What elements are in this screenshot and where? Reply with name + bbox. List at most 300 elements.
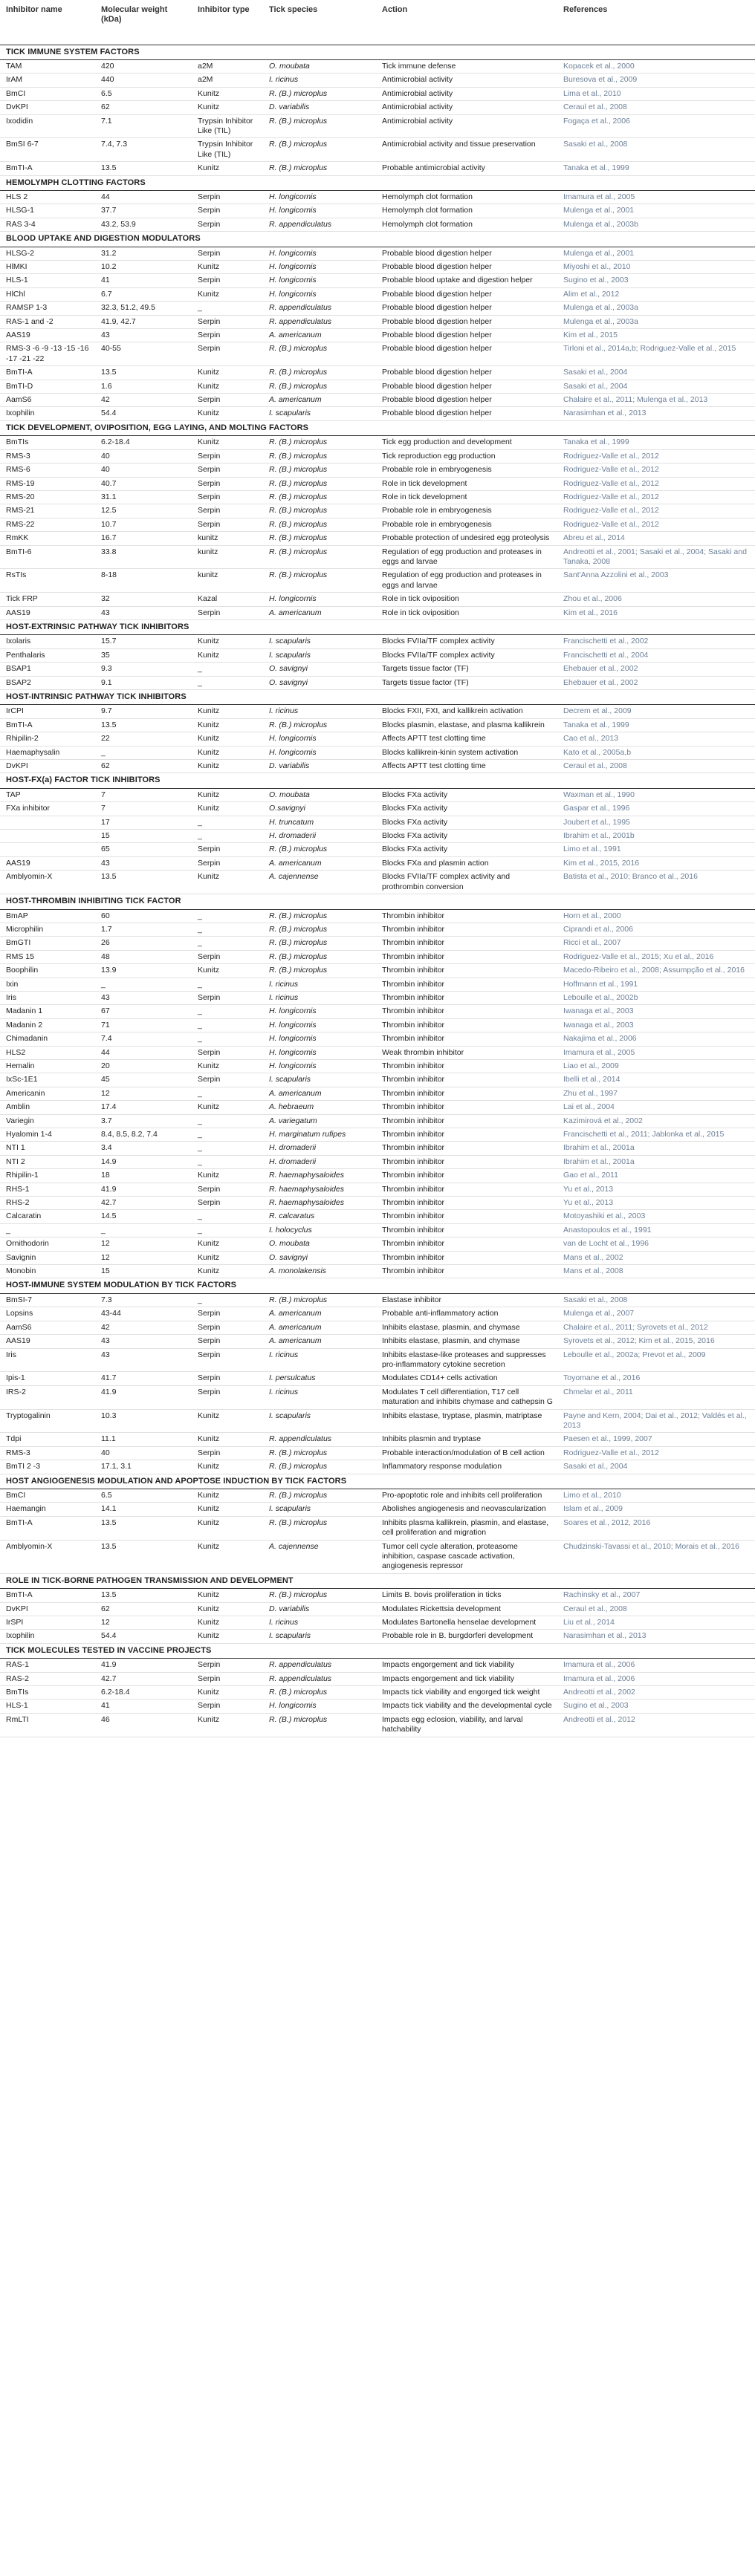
cell-tick-species: H. marginatum rufipes [263,1128,376,1142]
table-row [0,705,755,718]
cell-inhibitor-type: Serpin [192,1700,263,1713]
cell-inhibitor-type: Kunitz [192,380,263,393]
table-row [0,1348,755,1372]
cell-references: Limo et al., 2010 [557,1489,755,1502]
cell-action: Probable blood digestion helper [376,394,557,407]
cell-action: Tick egg production and development [376,436,557,449]
cell-references: Chmelar et al., 2011 [557,1385,755,1409]
cell-action: Inhibits elastase, plasmin, and chymase [376,1335,557,1348]
cell-action: Thrombin inhibitor [376,1265,557,1278]
cell-references: Ehebauer et al., 2002 [557,663,755,676]
cell-molecular-weight: 40.7 [95,477,192,490]
cell-tick-species: I. ricinus [263,1616,376,1630]
cell-inhibitor-name: BmTI-A [0,162,95,175]
cell-tick-species: R. (B.) microplus [263,138,376,162]
cell-action: Blocks FVIIa/TF complex activity [376,635,557,648]
cell-tick-species: R. haemaphysaloides [263,1183,376,1196]
cell-inhibitor-name: IrAM [0,74,95,87]
cell-tick-species: R. (B.) microplus [263,518,376,531]
cell-inhibitor-name: RAS-1 and -2 [0,315,95,328]
cell-tick-species: D. variabilis [263,1602,376,1616]
cell-molecular-weight: 17 [95,816,192,829]
cell-action: Probable blood digestion helper [376,302,557,315]
cell-references: Imamura et al., 2006 [557,1659,755,1672]
cell-molecular-weight: 43 [95,606,192,619]
table-row [0,274,755,287]
cell-references: Narasimhan et al., 2013 [557,1630,755,1643]
cell-inhibitor-name: Chimadanin [0,1032,95,1046]
cell-inhibitor-type: Kunitz [192,1489,263,1502]
cell-inhibitor-type: Kunitz [192,1540,263,1573]
cell-inhibitor-type: _ [192,1142,263,1155]
cell-references: Mulenga et al., 2003a [557,315,755,328]
table-row [0,788,755,801]
cell-tick-species: R. appendiculatus [263,1672,376,1685]
cell-inhibitor-name: IxSc-1E1 [0,1073,95,1087]
cell-inhibitor-type: _ [192,937,263,950]
cell-action: Probable anti-inflammatory action [376,1307,557,1321]
cell-references: Horn et al., 2000 [557,909,755,923]
cell-molecular-weight: 41 [95,1700,192,1713]
cell-references: Kim et al., 2016 [557,606,755,619]
table-row [0,1032,755,1046]
cell-inhibitor-name: BmSI-7 [0,1293,95,1307]
section-title: ROLE IN TICK-BORNE PATHOGEN TRANSMISSION AND DEVELOPMENT [0,1573,755,1588]
table-row [0,663,755,676]
cell-references: Sant'Anna Azzolini et al., 2003 [557,569,755,593]
cell-inhibitor-type: Kunitz [192,1237,263,1251]
cell-action: Thrombin inhibitor [376,1223,557,1237]
section-header-row [0,1474,755,1489]
cell-action: Affects APTT test clotting time [376,732,557,746]
cell-references: Ibrahim et al., 2001a [557,1155,755,1168]
cell-inhibitor-name: Ornithodorin [0,1237,95,1251]
cell-molecular-weight: 43 [95,991,192,1004]
cell-references: Buresova et al., 2009 [557,74,755,87]
cell-inhibitor-name: BmTI-A [0,1589,95,1602]
cell-inhibitor-name: Iris [0,1348,95,1372]
section-title: BLOOD UPTAKE AND DIGESTION MODULATORS [0,232,755,247]
cell-tick-species: A. americanum [263,1321,376,1334]
cell-tick-species: R. appendiculatus [263,315,376,328]
cell-inhibitor-name: DvKPI [0,760,95,773]
cell-inhibitor-name: RMS-20 [0,490,95,504]
table-row [0,1169,755,1183]
cell-molecular-weight: 13.5 [95,871,192,894]
table-row [0,302,755,315]
cell-references: Narasimhan et al., 2013 [557,407,755,420]
cell-inhibitor-type: Kunitz [192,287,263,301]
cell-references: Kato et al., 2005a,b [557,746,755,759]
cell-inhibitor-name: Hyalomin 1-4 [0,1128,95,1142]
table-row [0,1046,755,1059]
cell-action: Thrombin inhibitor [376,991,557,1004]
cell-inhibitor-name: RMS-22 [0,518,95,531]
cell-tick-species: I. scapularis [263,1073,376,1087]
cell-inhibitor-type: _ [192,1223,263,1237]
cell-inhibitor-name: AAS19 [0,606,95,619]
cell-inhibitor-name: Tryptogalinin [0,1409,95,1433]
cell-inhibitor-type: Trypsin Inhibitor Like (TIL) [192,114,263,138]
cell-molecular-weight: 16.7 [95,532,192,545]
cell-tick-species: R. (B.) microplus [263,162,376,175]
cell-action: Blocks FVIIa/TF complex activity [376,648,557,662]
header-molecular-weight: Molecular weight (kDa) [95,0,192,45]
cell-molecular-weight: 40 [95,464,192,477]
cell-action: Thrombin inhibitor [376,1087,557,1100]
cell-references: Mans et al., 2002 [557,1251,755,1264]
table-row [0,1589,755,1602]
cell-inhibitor-name: AAS19 [0,1335,95,1348]
cell-tick-species: A. americanum [263,1335,376,1348]
table-row [0,1128,755,1142]
cell-references: Anastopoulos et al., 1991 [557,1223,755,1237]
cell-tick-species: R. (B.) microplus [263,449,376,463]
cell-tick-species: I. ricinus [263,705,376,718]
cell-molecular-weight: 12 [95,1087,192,1100]
cell-action: Modulates T cell differentiation, T17 cell maturation and inhibits chymase and cathepsin G [376,1385,557,1409]
cell-references: Hoffmann et al., 1991 [557,978,755,991]
cell-inhibitor-name: RAS-2 [0,1672,95,1685]
cell-inhibitor-name: BmTIs [0,436,95,449]
cell-action: Antimicrobial activity [376,101,557,114]
cell-tick-species: A. americanum [263,329,376,342]
cell-action: Role in tick oviposition [376,593,557,606]
section-header-row [0,619,755,634]
cell-inhibitor-type: _ [192,676,263,689]
cell-tick-species: A. americanum [263,394,376,407]
section-title: HOST-FX(a) FACTOR TICK INHIBITORS [0,773,755,788]
table-row [0,1335,755,1348]
cell-references: Fogaça et al., 2006 [557,114,755,138]
cell-tick-species: R. (B.) microplus [263,532,376,545]
cell-molecular-weight: 33.8 [95,545,192,569]
cell-references: Rodriguez-Valle et al., 2012 [557,464,755,477]
table-row [0,606,755,619]
cell-molecular-weight: 420 [95,59,192,73]
cell-inhibitor-type: Serpin [192,315,263,328]
cell-references: Soares et al., 2012, 2016 [557,1516,755,1540]
cell-inhibitor-type: kunitz [192,545,263,569]
cell-action: Abolishes angiogenesis and neovascularization [376,1503,557,1516]
section-header-row [0,773,755,788]
table-row [0,843,755,856]
table-row [0,407,755,420]
cell-inhibitor-type: Kunitz [192,1101,263,1114]
cell-references: Sasaki et al., 2004 [557,1460,755,1474]
cell-inhibitor-name: _ [0,1223,95,1237]
cell-molecular-weight: 43 [95,856,192,870]
table-row [0,1142,755,1155]
cell-molecular-weight: 71 [95,1018,192,1032]
section-title: HOST ANGIOGENESIS MODULATION AND APOPTOSE INDUCTION BY TICK FACTORS [0,1474,755,1489]
cell-inhibitor-name: Microphilin [0,923,95,936]
cell-tick-species: A. variegatum [263,1114,376,1128]
cell-molecular-weight: _ [95,978,192,991]
table-row [0,1460,755,1474]
cell-references: Ceraul et al., 2008 [557,760,755,773]
cell-molecular-weight: 9.1 [95,676,192,689]
cell-inhibitor-type: _ [192,1155,263,1168]
cell-molecular-weight: 43 [95,1348,192,1372]
cell-action: Probable blood digestion helper [376,247,557,260]
cell-inhibitor-type: Kunitz [192,1630,263,1643]
cell-inhibitor-name: Tick FRP [0,593,95,606]
cell-molecular-weight: 54.4 [95,1630,192,1643]
cell-tick-species: H. longicornis [263,287,376,301]
section-title: HOST-INTRINSIC PATHWAY TICK INHIBITORS [0,690,755,705]
table-row [0,464,755,477]
cell-references: Ibrahim et al., 2001a [557,1142,755,1155]
cell-tick-species: I. ricinus [263,1385,376,1409]
cell-tick-species: R. (B.) microplus [263,1446,376,1460]
table-row [0,830,755,843]
cell-tick-species: R. (B.) microplus [263,1516,376,1540]
cell-tick-species: R. (B.) microplus [263,569,376,593]
cell-tick-species: R. (B.) microplus [263,1713,376,1737]
cell-inhibitor-type: Serpin [192,1672,263,1685]
cell-references: Rodriguez-Valle et al., 2012 [557,490,755,504]
cell-molecular-weight: 13.5 [95,1589,192,1602]
cell-references: Mulenga et al., 2003a [557,302,755,315]
cell-references: Chalaire et al., 2011; Mulenga et al., 2013 [557,394,755,407]
cell-molecular-weight: 10.2 [95,261,192,274]
cell-references: Andreotti et al., 2012 [557,1713,755,1737]
cell-molecular-weight: 10.7 [95,518,192,531]
cell-inhibitor-type: Serpin [192,504,263,518]
cell-references: Leboulle et al., 2002b [557,991,755,1004]
cell-molecular-weight: 42 [95,1321,192,1334]
cell-references: Tanaka et al., 1999 [557,718,755,732]
cell-tick-species: R. (B.) microplus [263,1489,376,1502]
cell-inhibitor-type: Kunitz [192,436,263,449]
header-tick-species: Tick species [263,0,376,45]
cell-action: Inhibits elastase-like proteases and suppresses pro-inflammatory cytokine secretion [376,1348,557,1372]
cell-inhibitor-name: Lopsins [0,1307,95,1321]
cell-action: Probable blood digestion helper [376,261,557,274]
cell-molecular-weight: 7 [95,788,192,801]
cell-inhibitor-type: Kunitz [192,964,263,978]
table-header [0,0,755,45]
cell-tick-species: I. scapularis [263,1503,376,1516]
cell-inhibitor-name: RmLTI [0,1713,95,1737]
cell-action: Probable role in B. burgdorferi development [376,1630,557,1643]
cell-inhibitor-name: HLSG-1 [0,204,95,218]
cell-action: Thrombin inhibitor [376,1059,557,1073]
cell-inhibitor-name: Amblin [0,1101,95,1114]
cell-inhibitor-name: Madanin 2 [0,1018,95,1032]
cell-action: Targets tissue factor (TF) [376,663,557,676]
cell-inhibitor-name: HLS 2 [0,190,95,204]
cell-action: Thrombin inhibitor [376,1169,557,1183]
cell-inhibitor-name: RmKK [0,532,95,545]
cell-tick-species: R. (B.) microplus [263,504,376,518]
table-row [0,1602,755,1616]
cell-inhibitor-type: Kunitz [192,1589,263,1602]
cell-inhibitor-type: Kunitz [192,635,263,648]
cell-references: Francischetti et al., 2011; Jablonka et al., 2015 [557,1128,755,1142]
cell-molecular-weight: 6.7 [95,287,192,301]
cell-molecular-weight: 41.9 [95,1385,192,1409]
cell-action: Blocks FXII, FXI, and kallikrein activation [376,705,557,718]
cell-action: Inhibits plasma kallikrein, plasmin, and elastase, cell proliferation and migration [376,1516,557,1540]
cell-references: Yu et al., 2013 [557,1183,755,1196]
cell-molecular-weight: 43.2, 53.9 [95,218,192,231]
cell-molecular-weight: 1.7 [95,923,192,936]
cell-molecular-weight: 7.4, 7.3 [95,138,192,162]
cell-action: Probable blood digestion helper [376,380,557,393]
table-row [0,504,755,518]
cell-action: Blocks plasmin, elastase, and plasma kallikrein [376,718,557,732]
cell-molecular-weight: 6.5 [95,87,192,100]
table-row [0,1630,755,1643]
table-row [0,802,755,816]
cell-action: Blocks FXa activity [376,802,557,816]
table-row [0,1018,755,1032]
cell-inhibitor-type: Kunitz [192,101,263,114]
cell-tick-species: H. longicornis [263,190,376,204]
table-row [0,923,755,936]
cell-inhibitor-type: Kunitz [192,718,263,732]
section-title: HOST-EXTRINSIC PATHWAY TICK INHIBITORS [0,619,755,634]
cell-inhibitor-type: Serpin [192,856,263,870]
table-row [0,477,755,490]
cell-inhibitor-type: Serpin [192,490,263,504]
cell-references: Payne and Kern, 2004; Dai et al., 2012; Valdés et al., 2013 [557,1409,755,1433]
cell-inhibitor-name: IrSPI [0,1616,95,1630]
cell-inhibitor-name [0,830,95,843]
cell-molecular-weight: 42 [95,394,192,407]
cell-references: Yu et al., 2013 [557,1197,755,1210]
cell-inhibitor-name: AamS6 [0,1321,95,1334]
table-row [0,1265,755,1278]
cell-tick-species: A. monolakensis [263,1265,376,1278]
cell-inhibitor-name: BmTI-D [0,380,95,393]
cell-tick-species: I. holocyclus [263,1223,376,1237]
cell-tick-species: A. americanum [263,1307,376,1321]
cell-inhibitor-type: Kunitz [192,746,263,759]
table-row [0,532,755,545]
table-row [0,648,755,662]
table-row [0,1503,755,1516]
table-row [0,380,755,393]
cell-tick-species: I. scapularis [263,1630,376,1643]
table-row [0,1293,755,1307]
cell-references: Rodriguez-Valle et al., 2012 [557,1446,755,1460]
cell-references: Sasaki et al., 2004 [557,380,755,393]
cell-tick-species: R. appendiculatus [263,302,376,315]
cell-inhibitor-type: Serpin [192,329,263,342]
cell-references: Iwanaga et al., 2003 [557,1005,755,1018]
cell-inhibitor-type: _ [192,923,263,936]
cell-action: Inhibits plasmin and tryptase [376,1433,557,1446]
table-row [0,937,755,950]
cell-references: Gao et al., 2011 [557,1169,755,1183]
cell-references: Kazimirová et al., 2002 [557,1114,755,1128]
section-title: HOST-THROMBIN INHIBITING TICK FACTOR [0,894,755,909]
cell-inhibitor-name: DvKPI [0,101,95,114]
cell-inhibitor-type: Serpin [192,1307,263,1321]
cell-references: Rodriguez-Valle et al., 2015; Xu et al., 2016 [557,950,755,963]
table-row [0,1700,755,1713]
cell-inhibitor-type: Serpin [192,1335,263,1348]
cell-inhibitor-type: _ [192,663,263,676]
cell-inhibitor-name: HLSG-2 [0,247,95,260]
cell-molecular-weight: 43 [95,329,192,342]
cell-tick-species: A. cajennense [263,871,376,894]
cell-action: Thrombin inhibitor [376,1155,557,1168]
cell-inhibitor-name: Rhipilin-1 [0,1169,95,1183]
cell-inhibitor-type: Serpin [192,190,263,204]
cell-action: Probable blood digestion helper [376,407,557,420]
cell-action: Probable role in embryogenesis [376,518,557,531]
table-row [0,204,755,218]
cell-molecular-weight: 32.3, 51.2, 49.5 [95,302,192,315]
cell-inhibitor-name: HlMKI [0,261,95,274]
table-row [0,247,755,260]
cell-tick-species: H. longicornis [263,1018,376,1032]
cell-action: Blocks FXa activity [376,816,557,829]
cell-action: Impacts engorgement and tick viability [376,1672,557,1685]
cell-references: Lima et al., 2010 [557,87,755,100]
cell-references: Abreu et al., 2014 [557,532,755,545]
table-row [0,1713,755,1737]
cell-references: Limo et al., 1991 [557,843,755,856]
cell-molecular-weight: 15 [95,830,192,843]
table-row [0,950,755,963]
cell-action: Impacts egg eclosion, viability, and larval hatchability [376,1713,557,1737]
cell-molecular-weight: 40 [95,449,192,463]
cell-molecular-weight: 43-44 [95,1307,192,1321]
cell-tick-species: R. haemaphysaloides [263,1169,376,1183]
cell-action: Impacts engorgement and tick viability [376,1659,557,1672]
cell-molecular-weight: 12.5 [95,504,192,518]
cell-inhibitor-name: BmGTI [0,937,95,950]
cell-molecular-weight: 40 [95,1446,192,1460]
cell-molecular-weight: 3.7 [95,1114,192,1128]
table-row [0,1059,755,1073]
cell-references: Lai et al., 2004 [557,1101,755,1114]
cell-tick-species: I. ricinus [263,991,376,1004]
cell-molecular-weight: 7.3 [95,1293,192,1307]
cell-inhibitor-type: Kunitz [192,1460,263,1474]
cell-inhibitor-type: _ [192,1128,263,1142]
cell-molecular-weight: 10.3 [95,1409,192,1433]
cell-references: Imamura et al., 2006 [557,1672,755,1685]
cell-tick-species: O. moubata [263,788,376,801]
cell-molecular-weight: 41.9, 42.7 [95,315,192,328]
cell-inhibitor-type: Serpin [192,464,263,477]
table-row [0,545,755,569]
cell-inhibitor-type: Kunitz [192,1616,263,1630]
cell-action: Probable blood digestion helper [376,287,557,301]
cell-action: Role in tick oviposition [376,606,557,619]
table-row [0,1516,755,1540]
cell-references: Liu et al., 2014 [557,1616,755,1630]
cell-references: Andreotti et al., 2001; Sasaki et al., 2004; Sasaki and Tanaka, 2008 [557,545,755,569]
cell-references: Tanaka et al., 1999 [557,436,755,449]
cell-action: Tick immune defense [376,59,557,73]
table-row [0,1372,755,1385]
cell-references: Sasaki et al., 2008 [557,138,755,162]
header-inhibitor-type: Inhibitor type [192,0,263,45]
cell-inhibitor-name: Ixophilin [0,407,95,420]
cell-action: Probable blood digestion helper [376,366,557,380]
table-row [0,138,755,162]
cell-action: Blocks FVIIa/TF complex activity and prothrombin conversion [376,871,557,894]
cell-tick-species: A. americanum [263,856,376,870]
cell-references: Gaspar et al., 1996 [557,802,755,816]
